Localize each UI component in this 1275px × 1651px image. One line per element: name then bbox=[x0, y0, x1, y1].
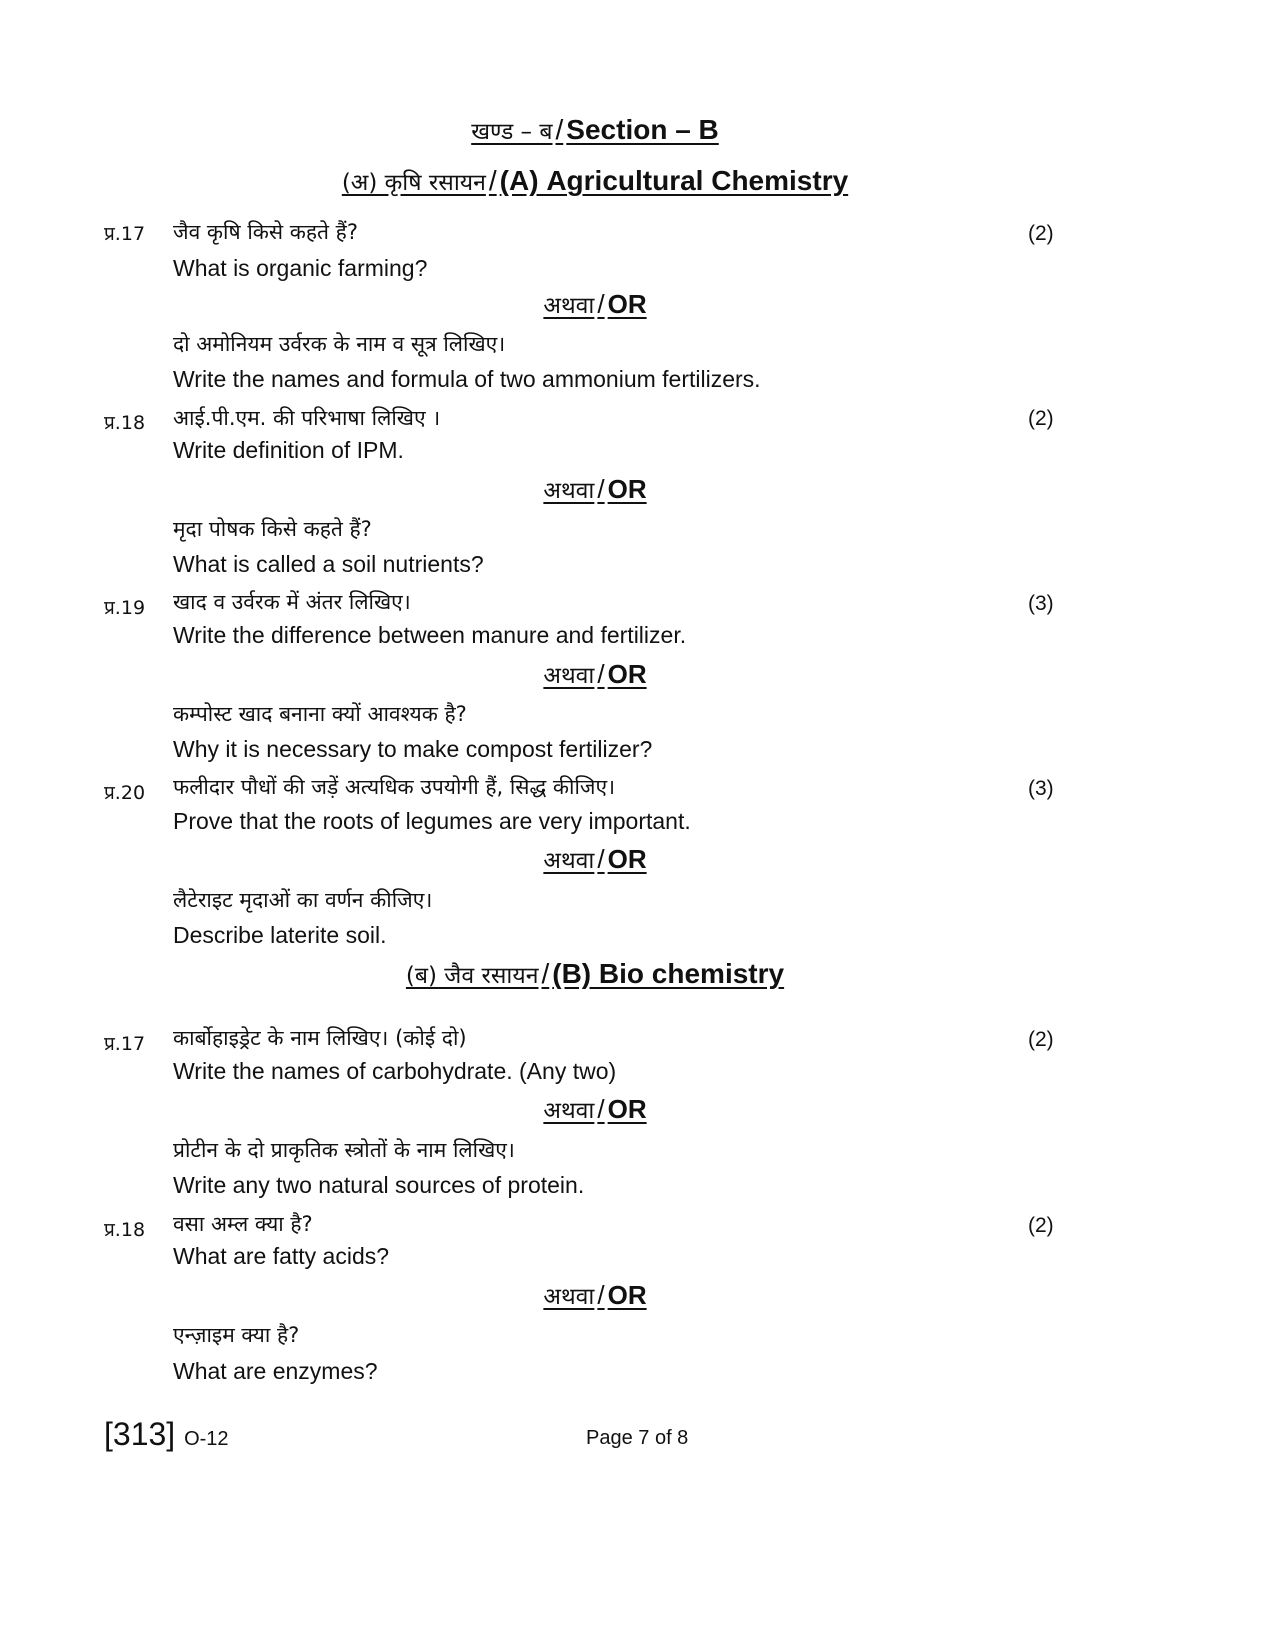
question-marks: (2) bbox=[1028, 222, 1054, 245]
or-english: OR bbox=[607, 659, 647, 689]
paper-code-number: [313] bbox=[104, 1416, 176, 1452]
part-a-heading-english: (A) Agricultural Chemistry bbox=[499, 165, 849, 196]
question-marks: (3) bbox=[1028, 592, 1054, 615]
paper-set-code: O-12 bbox=[184, 1428, 229, 1450]
alternative-text-hindi: मृदा पोषक किसे कहते हैं? bbox=[173, 517, 372, 541]
separator: / bbox=[555, 114, 564, 145]
question-text-hindi: आई.पी.एम. की परिभाषा लिखिए । bbox=[173, 406, 441, 430]
alternative-text-english: Describe laterite soil. bbox=[173, 922, 387, 948]
section-heading-english: Section – B bbox=[566, 114, 719, 145]
or-hindi: अथवा bbox=[543, 1284, 595, 1310]
alternative-text-hindi: लैटेराइट मृदाओं का वर्णन कीजिए। bbox=[173, 888, 433, 912]
page-number: Page 7 of 8 bbox=[586, 1427, 689, 1449]
part-b-heading bbox=[0, 958, 1190, 990]
alternative-text-hindi: एन्ज़ाइम क्या है? bbox=[173, 1323, 300, 1347]
separator: / bbox=[597, 289, 605, 319]
separator: / bbox=[597, 844, 605, 874]
question-text-hindi: वसा अम्ल क्या है? bbox=[173, 1212, 313, 1236]
question-text-english: Write the names of carbohydrate. (Any two) bbox=[173, 1058, 617, 1084]
alternative-text-english: Why it is necessary to make compost fertilizer? bbox=[173, 736, 653, 762]
or-english: OR bbox=[607, 289, 647, 319]
question-marks: (3) bbox=[1028, 777, 1054, 800]
or-hindi: अथवा bbox=[543, 1098, 595, 1124]
or-separator bbox=[0, 1279, 1190, 1311]
separator: / bbox=[597, 659, 605, 689]
or-english: OR bbox=[607, 844, 647, 874]
or-english: OR bbox=[607, 1280, 647, 1310]
alternative-text-english: Write the names and formula of two ammonium fertilizers. bbox=[173, 366, 761, 392]
separator: / bbox=[488, 165, 497, 196]
paper-code bbox=[104, 1416, 229, 1453]
alternative-text-hindi: दो अमोनियम उर्वरक के नाम व सूत्र लिखिए। bbox=[173, 332, 506, 356]
part-a-heading bbox=[0, 165, 1190, 197]
or-hindi: अथवा bbox=[543, 293, 595, 319]
separator: / bbox=[597, 1280, 605, 1310]
or-separator bbox=[0, 288, 1190, 320]
alternative-text-english: What is called a soil nutrients? bbox=[173, 551, 484, 577]
alternative-text-hindi: प्रोटीन के दो प्राकृतिक स्त्रोतों के नाम लिखिए। bbox=[173, 1138, 515, 1162]
or-hindi: अथवा bbox=[543, 478, 595, 504]
question-text-hindi: खाद व उर्वरक में अंतर लिखिए। bbox=[173, 590, 411, 614]
or-separator bbox=[0, 1093, 1190, 1125]
or-hindi: अथवा bbox=[543, 848, 595, 874]
or-separator bbox=[0, 658, 1190, 690]
question-number: प्र.18 bbox=[104, 412, 146, 434]
separator: / bbox=[597, 474, 605, 504]
question-text-english: Prove that the roots of legumes are very important. bbox=[173, 808, 691, 834]
question-text-hindi: कार्बोहाइड्रेट के नाम लिखिए। (कोई दो) bbox=[173, 1026, 467, 1050]
question-text-hindi: जैव कृषि किसे कहते हैं? bbox=[173, 220, 358, 244]
question-text-english: What is organic farming? bbox=[173, 255, 428, 281]
question-number: प्र.20 bbox=[104, 782, 146, 804]
part-b-heading-hindi: (ब) जैव रसायन bbox=[405, 963, 539, 989]
alternative-text-hindi: कम्पोस्ट खाद बनाना क्यों आवश्यक है? bbox=[173, 702, 467, 726]
question-text-english: What are fatty acids? bbox=[173, 1243, 390, 1269]
alternative-text-english: What are enzymes? bbox=[173, 1358, 378, 1384]
question-marks: (2) bbox=[1028, 1214, 1054, 1237]
question-text-english: Write the difference between manure and fertilizer. bbox=[173, 622, 687, 648]
question-text-hindi: फलीदार पौधों की जड़ें अत्यधिक उपयोगी हैं, सिद्ध कीजिए। bbox=[173, 775, 616, 799]
or-separator bbox=[0, 473, 1190, 505]
separator: / bbox=[597, 1094, 605, 1124]
part-b-heading-english: (B) Bio chemistry bbox=[552, 958, 785, 989]
question-text-english: Write definition of IPM. bbox=[173, 437, 404, 463]
or-english: OR bbox=[607, 1094, 647, 1124]
question-number: प्र.17 bbox=[104, 1033, 146, 1055]
separator: / bbox=[541, 958, 550, 989]
question-number: प्र.19 bbox=[104, 597, 146, 619]
alternative-text-english: Write any two natural sources of protein. bbox=[173, 1172, 585, 1198]
question-number: प्र.17 bbox=[104, 223, 146, 245]
question-number: प्र.18 bbox=[104, 1219, 146, 1241]
or-hindi: अथवा bbox=[543, 663, 595, 689]
or-separator bbox=[0, 843, 1190, 875]
section-heading bbox=[0, 114, 1190, 146]
question-marks: (2) bbox=[1028, 1028, 1054, 1051]
part-a-heading-hindi: (अ) कृषि रसायन bbox=[341, 170, 486, 196]
section-heading-hindi: खण्ड – ब bbox=[471, 119, 553, 145]
question-marks: (2) bbox=[1028, 407, 1054, 430]
or-english: OR bbox=[607, 474, 647, 504]
